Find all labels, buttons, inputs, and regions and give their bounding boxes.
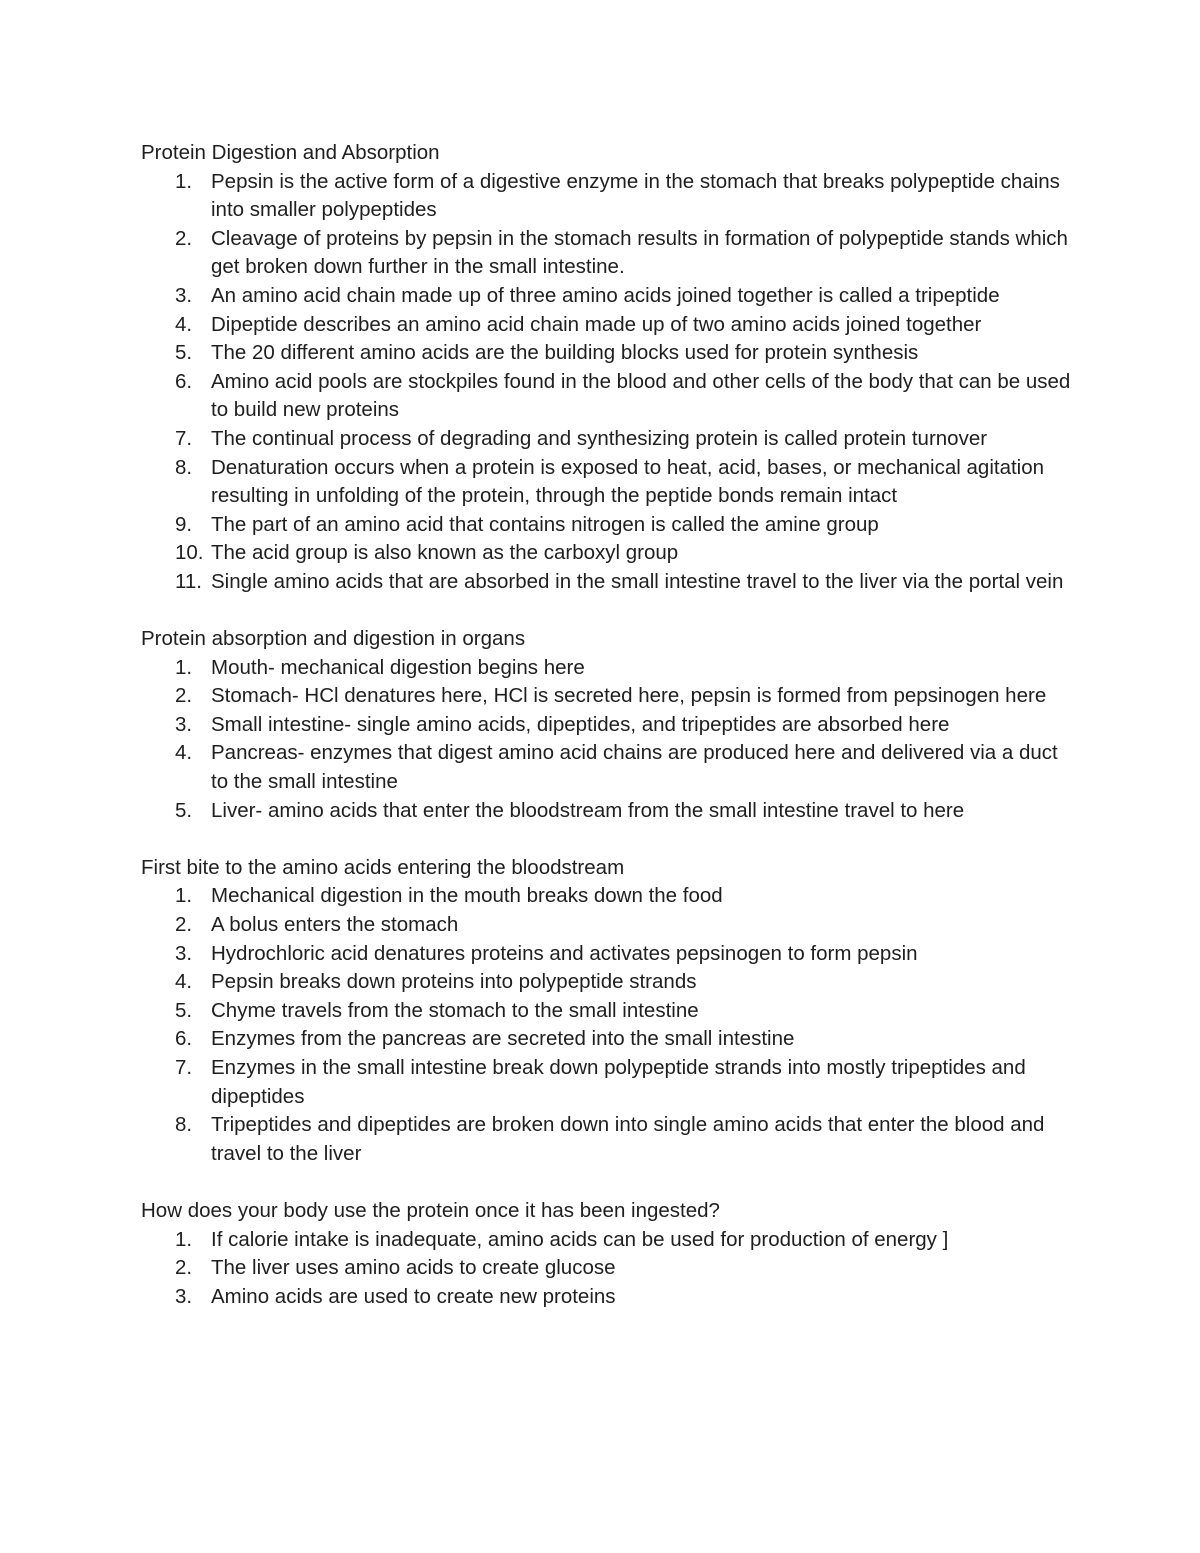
list-item-text: Pancreas- enzymes that digest amino acid chains are produced here and delivered via a duct to the small intestine [211, 741, 1058, 794]
list-item-text: The continual process of degrading and synthesizing protein is called protein turnover [211, 426, 988, 450]
list-item-text: Dipeptide describes an amino acid chain made up of two amino acids joined together [211, 312, 982, 336]
list-item-text: Tripeptides and dipeptides are broken down into single amino acids that enter the blood and travel to the liver [211, 1113, 1045, 1165]
list-item-text: Small intestine- single amino acids, dipeptides, and tripeptides are absorbed here [211, 712, 950, 736]
list-item [141, 339, 1071, 368]
list-item-number: 5. [175, 798, 193, 822]
list-item-text: Hydrochloric acid denatures proteins and activates pepsinogen to form pepsin [211, 941, 918, 965]
list-item-number: 3. [175, 283, 193, 307]
list-item-number: 1. [175, 1227, 193, 1251]
list-item-text: Cleavage of proteins by pepsin in the stomach results in formation of polypeptide stands which get broken down further in the small intestine. [211, 226, 1068, 279]
list-item-text: Amino acids are used to create new proteins [211, 1284, 616, 1308]
list-item [141, 940, 1071, 969]
list-item-number: 7. [175, 1056, 193, 1079]
list-item-number: 6. [175, 1027, 193, 1051]
list-item-number: 7. [175, 426, 193, 450]
numbered-list [141, 654, 1071, 826]
numbered-list [141, 1226, 1071, 1312]
list-item-text: Single amino acids that are absorbed in the small intestine travel to the liver via the portal vein [211, 569, 1064, 593]
list-item-text: Stomach- HCl denatures here, HCl is secreted here, pepsin is formed from pepsinogen here [211, 684, 1047, 708]
list-item [141, 282, 1071, 311]
list-item-text: The part of an amino acid that contains nitrogen is called the amine group [211, 512, 879, 536]
list-item-text: Mechanical digestion in the mouth breaks down the food [211, 884, 723, 908]
list-item-text: Pepsin breaks down proteins into polypeptide strands [211, 970, 697, 994]
document-body [141, 139, 1071, 1311]
section-title: Protein absorption and digestion in organs [141, 627, 526, 651]
numbered-list [141, 882, 1071, 1168]
list-item [141, 1054, 1071, 1111]
list-item-text: Mouth- mechanical digestion begins here [211, 655, 585, 679]
list-item-number: 1. [175, 884, 193, 908]
section-2 [141, 625, 1071, 825]
section-3 [141, 854, 1071, 1169]
section-4 [141, 1197, 1071, 1311]
list-item-number: 8. [175, 1113, 193, 1137]
list-item-number: 6. [175, 369, 193, 393]
list-item-number: 3. [175, 941, 193, 965]
list-item-number: 2. [175, 226, 193, 250]
list-item-text: If calorie intake is inadequate, amino acids can be used for production of energy ] [211, 1227, 949, 1251]
list-item-text: Pepsin is the active form of a digestive enzyme in the stomach that breaks polypeptide chains into smaller polypeptides [211, 169, 1060, 222]
list-item-number: 10. [175, 541, 204, 565]
list-item [141, 568, 1071, 597]
list-item-number: 1. [175, 655, 193, 679]
list-item [141, 539, 1071, 568]
list-item-text: Chyme travels from the stomach to the small intestine [211, 998, 699, 1022]
section-title: First bite to the amino acids entering the bloodstream [141, 855, 625, 879]
list-item-number: 3. [175, 1284, 193, 1308]
list-item [141, 1111, 1071, 1168]
list-item-number: 4. [175, 970, 193, 994]
list-item [141, 682, 1071, 711]
numbered-list [141, 168, 1071, 597]
list-item [141, 168, 1071, 225]
list-item [141, 1254, 1071, 1283]
list-item-number: 5. [175, 341, 193, 365]
list-item [141, 997, 1071, 1026]
list-item-number: 3. [175, 712, 193, 736]
list-item-text: The acid group is also known as the carboxyl group [211, 541, 679, 565]
list-item [141, 797, 1071, 826]
list-item [141, 1025, 1071, 1054]
list-item [141, 311, 1071, 340]
list-item [141, 882, 1071, 911]
list-item-text: An amino acid chain made up of three amino acids joined together is called a tripeptide [211, 283, 1000, 307]
list-item-number: 1. [175, 169, 193, 193]
list-item [141, 1226, 1071, 1255]
list-item [141, 654, 1071, 683]
list-item [141, 911, 1071, 940]
list-item-text: Enzymes in the small intestine break down polypeptide strands into mostly tripeptides and dipeptides [211, 1056, 1026, 1108]
list-item-number: 2. [175, 1256, 193, 1280]
list-item-number: 4. [175, 741, 193, 765]
list-item [141, 1283, 1071, 1312]
list-item [141, 425, 1071, 454]
list-item [141, 968, 1071, 997]
list-item-number: 4. [175, 312, 193, 336]
list-item [141, 739, 1071, 796]
list-item [141, 711, 1071, 740]
list-item [141, 368, 1071, 425]
section-title: Protein Digestion and Absorption [141, 141, 440, 164]
list-item-text: Denaturation occurs when a protein is exposed to heat, acid, bases, or mechanical agitation resulting in unfolding of the protein, through the peptide bonds remain intact [211, 455, 1045, 508]
list-item [141, 454, 1071, 511]
section-title: How does your body use the protein once it has been ingested? [141, 1198, 720, 1222]
list-item-number: 8. [175, 455, 193, 479]
list-item [141, 225, 1071, 282]
list-item-number: 2. [175, 684, 193, 708]
list-item-text: The 20 different amino acids are the building blocks used for protein synthesis [211, 341, 919, 365]
list-item-number: 2. [175, 913, 193, 937]
section-1 [141, 139, 1071, 597]
list-item-text: Enzymes from the pancreas are secreted into the small intestine [211, 1027, 795, 1051]
list-item-number: 9. [175, 512, 193, 536]
list-item [141, 511, 1071, 540]
list-item-text: Liver- amino acids that enter the bloodstream from the small intestine travel to here [211, 798, 965, 822]
list-item-number: 11. [175, 569, 202, 593]
list-item-text: Amino acid pools are stockpiles found in the blood and other cells of the body that can be used to build new proteins [211, 369, 1071, 422]
list-item-number: 5. [175, 998, 193, 1022]
list-item-text: The liver uses amino acids to create glucose [211, 1256, 616, 1280]
list-item-text: A bolus enters the stomach [211, 913, 459, 937]
